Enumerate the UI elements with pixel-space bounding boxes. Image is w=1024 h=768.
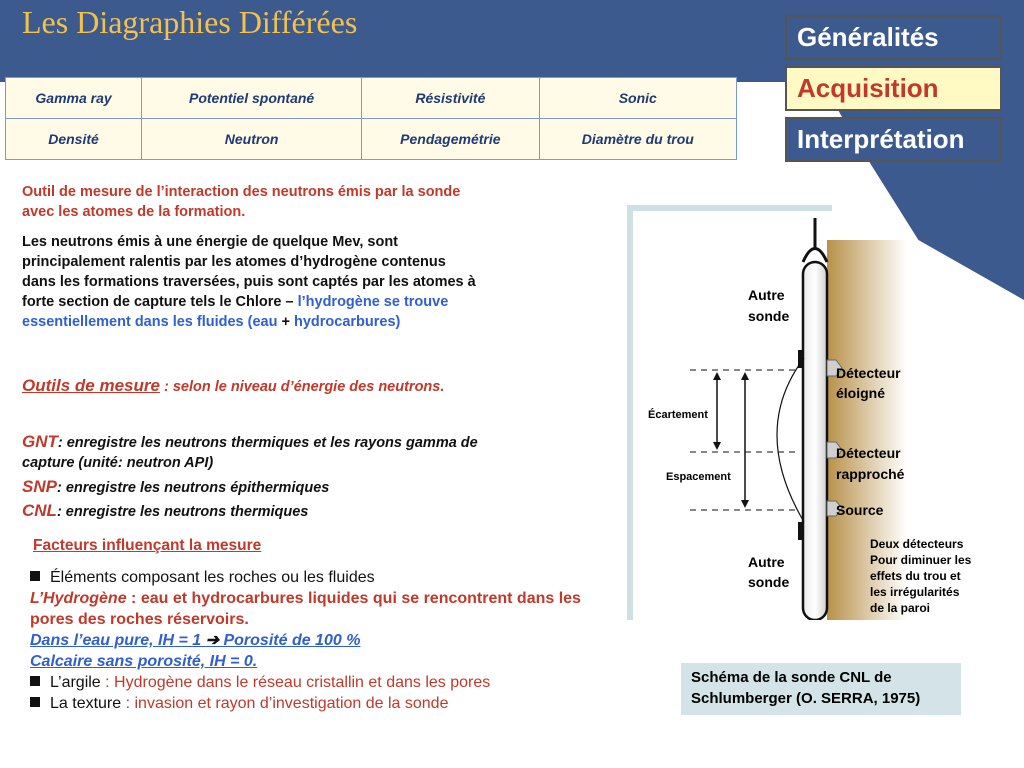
texture-text: : invasion et rayon d’investigation de la sonde xyxy=(121,695,449,712)
clay-text: : Hydrogène dans le réseau cristallin et dans les pores xyxy=(100,674,491,691)
nav-neutron[interactable]: Neutron xyxy=(142,119,362,160)
factor-elements xyxy=(30,567,610,588)
label-other-probe-bottom-2: sonde xyxy=(748,574,790,590)
note-line-2: Pour diminuer les xyxy=(870,553,972,567)
note-line-3: effets du trou et xyxy=(870,569,961,583)
page-title: Les Diagraphies Différées xyxy=(22,4,358,40)
intro-highlight-a: l’hydrogène se trouve essentiellement dans les fluides (eau xyxy=(22,294,449,330)
nav-sonic[interactable]: Sonic xyxy=(539,78,736,119)
label-near-detector-1: Détecteur xyxy=(836,445,901,461)
nav-potentiel-spontane[interactable]: Potentiel spontané xyxy=(142,78,362,119)
label-other-probe-bottom-1: Autre xyxy=(748,554,785,570)
intro-heading: Outil de mesure de l’interaction des neutrons émis par la sonde avec les atomes de la formation. xyxy=(22,184,461,220)
label-other-probe-top-1: Autre xyxy=(748,287,785,303)
factor-hydrogen xyxy=(30,588,610,630)
snp-text: : enregistre les neutrons épithermiques xyxy=(56,480,330,496)
gnt-line xyxy=(22,432,482,473)
note-line-1: Deux détecteurs xyxy=(870,537,964,551)
probe-body xyxy=(803,262,827,620)
probe-hook xyxy=(803,249,827,263)
note-line-5: de la paroi xyxy=(870,601,931,615)
bullet-icon xyxy=(30,676,40,686)
nav-pendagemetrie[interactable]: Pendagemétrie xyxy=(362,119,539,160)
label-other-probe-top-2: sonde xyxy=(748,308,790,324)
pure-water-b: Porosité de 100 % xyxy=(219,632,361,649)
intro-plus: + xyxy=(277,314,294,330)
pure-water-a: Dans l’eau pure, IH = 1 xyxy=(30,632,206,649)
snp-line xyxy=(22,477,482,498)
tools-heading-label: Outils de mesure xyxy=(22,376,160,395)
espacement-arrow-head-down xyxy=(741,500,749,508)
nav-resistivite[interactable]: Résistivité xyxy=(362,78,539,119)
tools-heading-rest: : selon le niveau d’énergie des neutrons. xyxy=(159,379,445,395)
factors-list xyxy=(30,567,610,714)
label-espacement: Espacement xyxy=(666,471,731,483)
label-source: Source xyxy=(836,502,884,518)
snp-label: SNP xyxy=(22,477,57,496)
ecartement-arrow-head-up xyxy=(713,372,721,380)
factor-texture xyxy=(30,693,610,714)
nav-diametre-du-trou[interactable]: Diamètre du trou xyxy=(539,119,736,160)
espacement-arrow-head-up xyxy=(741,372,749,380)
bullet-icon xyxy=(30,571,40,581)
pure-water-line xyxy=(30,630,610,651)
factors-heading: Facteurs influençant la mesure xyxy=(33,537,262,554)
eccentralizer-arm xyxy=(777,358,804,522)
note-line-4: les irrégularités xyxy=(870,585,960,599)
bullet-icon xyxy=(30,697,40,707)
label-ecartement: Écartement xyxy=(648,409,708,421)
cnl-label: CNL xyxy=(22,501,57,520)
menu-acquisition[interactable]: Acquisition xyxy=(785,66,1002,111)
label-far-detector-2: éloigné xyxy=(836,385,886,401)
hydrogen-label: L’Hydrogène xyxy=(30,590,127,607)
cnl-probe-diagram xyxy=(620,200,1000,620)
label-far-detector-1: Détecteur xyxy=(836,365,901,381)
texture-label: La texture xyxy=(50,695,122,712)
label-near-detector-2: rapproché xyxy=(836,466,905,482)
gnt-label: GNT xyxy=(22,432,58,451)
gnt-text: : enregistre les neutrons thermiques et les rayons gamma de capture (unité: neutron API) xyxy=(22,435,478,471)
log-type-nav xyxy=(5,77,737,160)
clay-label: L’argile xyxy=(50,674,101,691)
limestone-line: Calcaire sans porosité, IH = 0. xyxy=(30,653,258,670)
tools-heading xyxy=(22,376,472,397)
factor-clay xyxy=(30,672,610,693)
factor-elements-text: Éléments composant les roches ou les fluides xyxy=(50,569,375,586)
menu-interpretation[interactable]: Interprétation xyxy=(785,117,1002,162)
diagram-caption: Schéma de la sonde CNL de Schlumberger (O. SERRA, 1975) xyxy=(681,663,961,715)
intro-highlight-b: hydrocarbures) xyxy=(294,314,401,330)
probe-pad-bottom xyxy=(798,522,804,540)
cnl-line xyxy=(22,501,482,522)
hydrogen-text: : eau et hydrocarbures liquides qui se rencontrent dans les pores des roches réservoirs. xyxy=(30,590,581,628)
ecartement-arrow-head-down xyxy=(713,442,721,450)
arrow-icon: ➔ xyxy=(205,632,220,649)
cnl-text: : enregistre les neutrons thermiques xyxy=(56,504,309,520)
nav-densite[interactable]: Densité xyxy=(6,119,142,160)
intro-body xyxy=(22,232,477,332)
intro-body-text: Les neutrons émis à une énergie de quelque Mev, sont principalement ralentis par les atomes d’hydrogène contenus dans les formations traversées, puis sont captés par les atomes à forte section de capture tels le Chlore – xyxy=(22,234,476,310)
menu-generalites[interactable]: Généralités xyxy=(785,15,1002,60)
nav-gamma-ray[interactable]: Gamma ray xyxy=(6,78,142,119)
